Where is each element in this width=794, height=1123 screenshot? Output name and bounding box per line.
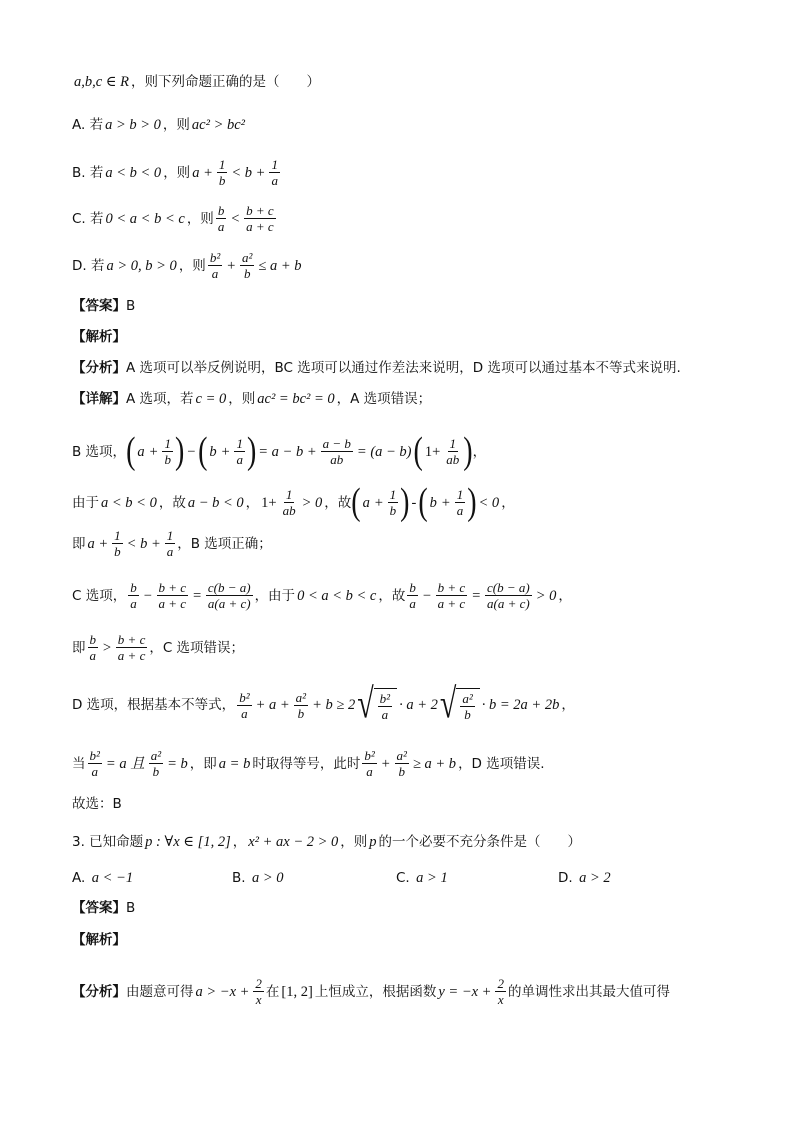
derivation-b-2	[72, 480, 734, 523]
option-value: a < −1	[91, 870, 134, 886]
frac-num: b	[130, 580, 137, 595]
plus: +	[220, 443, 231, 460]
option-b	[72, 157, 734, 188]
line-tail: ，	[561, 697, 575, 713]
text: 故选：B	[72, 796, 122, 812]
frac-num: b²	[89, 748, 100, 763]
fraction	[444, 436, 461, 467]
math: a > −x +	[195, 983, 250, 1000]
frac-num: b + c	[158, 580, 187, 595]
math: a = b	[218, 755, 251, 772]
option-a-label: A. 若	[72, 117, 104, 133]
option-b-condition: a < b < 0	[105, 164, 162, 181]
line-tail: ，	[472, 443, 487, 460]
text: ，	[501, 494, 515, 511]
derivation-d-2	[72, 748, 734, 779]
text: ，故	[324, 494, 352, 511]
text: 上恒成立，根据函数	[314, 983, 437, 1000]
fraction-bc-over-ac	[244, 203, 276, 234]
frac-num: b	[409, 580, 416, 595]
sqrt	[439, 681, 480, 728]
plus: +	[373, 494, 384, 511]
frac-den: ab	[446, 452, 460, 467]
frac-den: a(a + c)	[487, 596, 530, 611]
text: ，B 选项正确；	[177, 535, 272, 552]
frac-den: ab	[330, 452, 344, 467]
math: x² + ax − 2 > 0	[248, 834, 339, 850]
frac-num: b²	[364, 748, 375, 763]
fraction	[485, 580, 532, 611]
fraction	[116, 632, 148, 663]
frac-num: 1	[236, 436, 243, 451]
text: ，D 选项错误.	[458, 755, 545, 772]
text: 3. 已知命题	[72, 834, 144, 850]
frac-num: a²	[150, 748, 162, 763]
math: a − b < 0	[187, 494, 244, 511]
plus: +	[380, 755, 391, 772]
math: a +	[87, 535, 109, 552]
fenxi-tag: 【分析】	[72, 983, 126, 1000]
answer-value: B	[126, 900, 136, 916]
frac-den: b	[389, 503, 397, 518]
text: 由题意可得	[126, 983, 194, 1000]
fraction	[149, 748, 163, 779]
question-vars: a,b,c ∈ R	[74, 74, 130, 90]
xiangjie-text-2: ，则	[228, 391, 256, 407]
question-3	[72, 832, 734, 852]
paren-close: )	[174, 429, 185, 472]
frac-den: a	[381, 707, 389, 722]
text: ，	[245, 494, 260, 511]
option-d-then: ，则	[178, 257, 206, 274]
frac-num: b + c	[117, 632, 146, 647]
option-label: C.	[396, 870, 410, 886]
paren-close: )	[400, 480, 410, 523]
frac-den: b	[297, 705, 305, 721]
xiangjie-text-1: A 选项，若	[126, 391, 194, 407]
text: ，即	[189, 755, 217, 772]
frac-den: a	[456, 503, 464, 518]
frac-den: x	[497, 992, 504, 1007]
option-a	[72, 115, 734, 135]
frac-den: a	[217, 219, 225, 234]
option-label: A.	[72, 870, 86, 886]
minus: −	[186, 443, 197, 460]
paren-open: (	[126, 429, 136, 472]
frac-num: b²	[379, 691, 391, 706]
math: p : ∀x ∈ [1, 2]	[145, 834, 231, 850]
var-b: b	[209, 443, 217, 460]
frac-num: b²	[209, 250, 221, 265]
derivation-b-1	[72, 429, 734, 472]
equals: =	[192, 587, 202, 604]
text: 当	[72, 755, 86, 772]
xiangjie-eq-1: c = 0	[195, 391, 227, 407]
frac-num: b	[89, 632, 96, 647]
q3-option-a	[72, 868, 232, 888]
radical-sign: √	[357, 681, 374, 728]
math: [1, 2]	[281, 983, 313, 1000]
var-b: b	[429, 494, 437, 511]
derivation-c-1	[72, 580, 734, 611]
fenxi-1	[72, 358, 734, 378]
line-prefix: B 选项，	[72, 443, 127, 460]
frac-den: b	[243, 266, 251, 281]
option-value: a > 2	[579, 870, 611, 886]
text: 时取得等号，此时	[252, 755, 361, 772]
fraction	[112, 528, 123, 559]
fraction	[281, 487, 298, 518]
frac-den: b	[152, 764, 160, 779]
xiangjie-eq-2: ac² = bc² = 0	[257, 391, 335, 407]
fraction-a2-over-b	[240, 250, 254, 281]
fenxi-tag: 【分析】	[72, 360, 126, 376]
minus: -	[411, 494, 417, 511]
frac-num: 1	[285, 487, 293, 502]
frac-num: a²	[295, 689, 307, 705]
frac-den: a + c	[158, 596, 187, 611]
question-3-options	[72, 868, 734, 888]
fraction-1-over-b	[217, 157, 228, 188]
frac-den: b	[218, 173, 226, 188]
option-b-label: B. 若	[72, 164, 104, 181]
frac-den: a	[366, 764, 373, 779]
option-b-lt: < b +	[231, 164, 266, 181]
frac-num: b	[217, 203, 225, 218]
radical-sign: √	[439, 681, 457, 728]
math: + b ≥ 2	[312, 697, 356, 713]
plus: +	[440, 494, 451, 511]
fraction	[436, 580, 468, 611]
fraction	[362, 748, 376, 779]
xiangjie	[72, 389, 734, 409]
frac-den: a	[211, 266, 219, 281]
fraction	[88, 632, 99, 663]
math: < 0	[478, 494, 500, 511]
frac-den: ab	[282, 503, 296, 518]
option-c-condition: 0 < a < b < c	[105, 210, 185, 227]
paren-open: (	[351, 480, 361, 523]
line-prefix: D 选项，根据基本不等式，	[72, 697, 236, 713]
option-label: D.	[558, 870, 573, 886]
q3-option-d	[558, 868, 613, 888]
frac-num: c(b − a)	[207, 580, 251, 595]
paren-open: (	[198, 429, 208, 472]
fraction	[88, 748, 102, 779]
frac-den: a	[236, 452, 243, 467]
option-b-a-plus: a +	[192, 164, 213, 181]
math: · a + 2	[399, 697, 438, 713]
frac-num: 1	[449, 436, 457, 451]
frac-den: a	[89, 648, 96, 663]
fenxi-2	[72, 976, 734, 1007]
answer-value: B	[126, 298, 136, 314]
fraction	[460, 691, 474, 722]
frac-den: a	[271, 173, 278, 188]
paren-close: )	[463, 429, 473, 472]
answer-2	[72, 898, 734, 918]
math: = a 且	[105, 755, 145, 772]
math: >	[102, 639, 112, 656]
fraction	[495, 976, 506, 1007]
fraction	[237, 690, 251, 721]
text: ，则	[340, 834, 368, 850]
math: > 0	[535, 587, 557, 604]
sqrt-body	[456, 688, 479, 722]
fraction-b-over-a	[216, 203, 227, 234]
fraction	[407, 580, 418, 611]
var-a: a	[362, 494, 370, 511]
xiangjie-text-3: ，A 选项错误；	[336, 391, 432, 407]
frac-den: b	[114, 544, 121, 559]
frac-den: b	[398, 764, 405, 779]
text: ，故	[158, 494, 186, 511]
answer-tag: 【答案】	[72, 298, 126, 314]
fraction	[157, 580, 189, 611]
frac-num: 2	[255, 976, 262, 991]
text: 即	[72, 639, 86, 656]
frac-num: a²	[396, 748, 407, 763]
frac-den: b	[164, 452, 171, 467]
fraction	[395, 748, 409, 779]
option-d-condition: a > 0, b > 0	[106, 257, 177, 274]
var-a: a	[137, 443, 145, 460]
paren-open: (	[418, 480, 428, 523]
frac-num: a²	[462, 691, 473, 706]
analysis-tag: 【解析】	[72, 932, 126, 948]
option-a-then: ，则	[162, 117, 190, 133]
analysis-2	[72, 930, 734, 950]
fraction-1-over-a	[269, 157, 280, 188]
paren-open: (	[413, 429, 423, 472]
minus: −	[421, 587, 432, 604]
minus: −	[142, 587, 153, 604]
fraction	[162, 436, 173, 467]
option-a-condition: a > b > 0	[105, 117, 161, 133]
answer-1	[72, 296, 734, 316]
option-c-then: ，则	[186, 210, 214, 227]
xiangjie-tag: 【详解】	[72, 391, 126, 407]
question-intro	[72, 72, 734, 92]
frac-num: 1	[456, 487, 464, 502]
option-value: a > 1	[416, 870, 448, 886]
analysis-tag: 【解析】	[72, 329, 126, 345]
fraction	[378, 691, 392, 722]
fraction-b2-over-a	[208, 250, 222, 281]
frac-den: a	[91, 764, 98, 779]
frac-num: 2	[497, 976, 504, 991]
text: ，	[558, 587, 572, 604]
fraction	[388, 487, 399, 518]
derivation-d-1	[72, 681, 734, 728]
frac-num: 1	[114, 528, 121, 543]
frac-den: a + c	[437, 596, 466, 611]
sqrt-body	[374, 688, 397, 722]
frac-num: c(b − a)	[487, 580, 530, 595]
equation-part: = (a − b)	[356, 443, 412, 460]
fraction	[321, 436, 353, 467]
frac-num: 1	[166, 528, 174, 543]
frac-den: a	[166, 544, 174, 559]
derivation-c-2	[72, 632, 734, 663]
option-d	[72, 250, 734, 281]
frac-num: b + c	[246, 203, 274, 218]
frac-den: b	[464, 707, 471, 722]
analysis-1	[72, 327, 734, 347]
fraction	[455, 487, 466, 518]
frac-den: a	[241, 705, 248, 721]
option-d-label: D. 若	[72, 257, 105, 274]
q3-option-c	[396, 868, 558, 888]
text: ，C 选项错误；	[149, 639, 245, 656]
line-prefix: C 选项，	[72, 587, 127, 604]
frac-num: 1	[218, 157, 226, 172]
frac-num: 1	[271, 157, 278, 172]
plus: +	[226, 257, 237, 274]
equation-part: = a − b +	[258, 443, 317, 460]
frac-num: a − b	[322, 436, 351, 451]
frac-num: b²	[239, 689, 250, 705]
plus: +	[148, 443, 159, 460]
math: + a +	[255, 697, 290, 713]
fraction	[253, 976, 264, 1007]
text: ，故	[378, 587, 406, 604]
answer-tag: 【答案】	[72, 900, 126, 916]
text: 即	[72, 535, 86, 552]
fenxi-text: A 选项可以举反例说明，BC 选项可以通过作差法来说明，D 选项可以通过基本不等式来说明.	[126, 360, 681, 376]
fraction	[128, 580, 139, 611]
math: ≥ a + b	[412, 755, 457, 772]
option-a-result: ac² > bc²	[191, 117, 246, 133]
frac-num: 1	[389, 487, 397, 502]
frac-den: a	[409, 596, 416, 611]
frac-den: a + c	[117, 648, 146, 663]
question-text: ，则下列命题正确的是（ ）	[131, 74, 321, 90]
one-plus: 1+	[261, 494, 277, 511]
frac-num: 1	[164, 436, 171, 451]
fraction	[165, 528, 176, 559]
sqrt	[357, 681, 397, 728]
text: 由于	[72, 494, 99, 511]
text: ，	[232, 834, 247, 850]
math: · b = 2a + 2b	[481, 697, 560, 713]
option-b-then: ，则	[163, 164, 191, 181]
frac-den: a + c	[246, 219, 274, 234]
text: 的单调性求出其最大值可得	[507, 983, 670, 1000]
q3-option-b	[232, 868, 396, 888]
option-label: B.	[232, 870, 246, 886]
option-value: a > 0	[252, 870, 284, 886]
fraction	[234, 436, 245, 467]
text: 在	[265, 983, 280, 1000]
frac-den: a	[130, 596, 137, 611]
math: p	[369, 834, 377, 850]
guxuan-1	[72, 794, 734, 814]
frac-den: a(a + c)	[207, 596, 251, 611]
math: y = −x +	[438, 983, 492, 1000]
option-c-label: C. 若	[72, 210, 104, 227]
paren-close: )	[246, 429, 257, 472]
option-d-result: ≤ a + b	[258, 257, 302, 274]
option-c	[72, 203, 734, 234]
fraction	[294, 690, 308, 721]
derivation-b-3	[72, 528, 734, 559]
frac-num: b + c	[437, 580, 466, 595]
math: 0 < a < b < c	[297, 587, 377, 604]
equals: =	[471, 587, 481, 604]
fraction	[206, 580, 253, 611]
paren-close: )	[467, 480, 477, 523]
math: = b	[167, 755, 188, 772]
text: ，由于	[254, 587, 296, 604]
one-plus: 1+	[424, 443, 441, 460]
frac-num: a²	[242, 250, 253, 265]
text: 的一个必要不充分条件是（ ）	[378, 834, 582, 850]
math: a < b < 0	[101, 494, 157, 511]
frac-den: x	[255, 992, 262, 1007]
math: > 0	[301, 494, 323, 511]
math: < b +	[126, 535, 161, 552]
option-c-lt: <	[230, 210, 241, 227]
